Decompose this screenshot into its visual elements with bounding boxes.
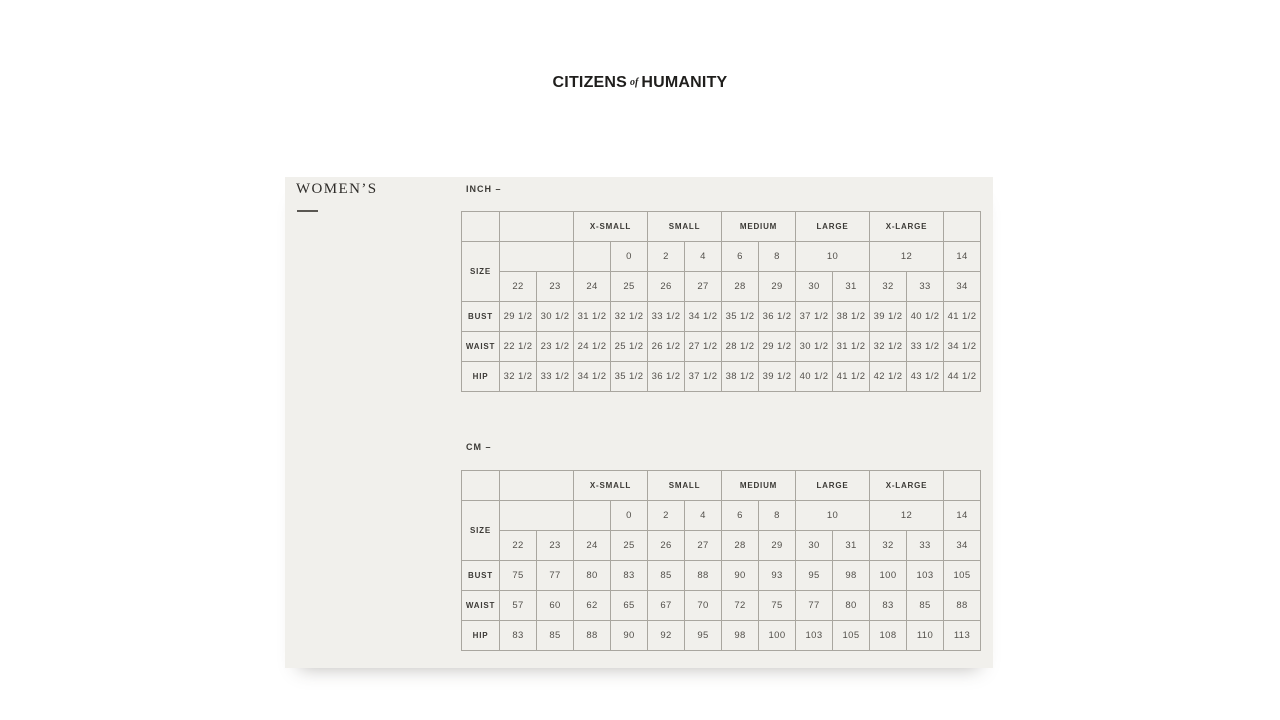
- group-header-large: LARGE: [796, 212, 870, 242]
- measure-label-hip: HIP: [462, 362, 500, 392]
- measure-cell: 98: [722, 621, 759, 651]
- measure-cell: 32 1/2: [500, 362, 537, 392]
- group-header-large: LARGE: [796, 471, 870, 501]
- measure-label-hip: HIP: [462, 621, 500, 651]
- measure-cell: 113: [944, 621, 981, 651]
- alpha-size-row: [462, 501, 981, 531]
- measure-label-bust: BUST: [462, 302, 500, 332]
- measure-cell: 88: [685, 561, 722, 591]
- measure-cell: 85: [537, 621, 574, 651]
- inch-size-table: [461, 211, 981, 392]
- measure-cell: 95: [685, 621, 722, 651]
- denim-size-cell: 29: [759, 272, 796, 302]
- measure-cell: 39 1/2: [759, 362, 796, 392]
- measure-cell: 72: [722, 591, 759, 621]
- denim-size-cell: 27: [685, 531, 722, 561]
- denim-size-cell: 32: [870, 531, 907, 561]
- measure-cell: 30 1/2: [796, 332, 833, 362]
- denim-size-cell: 31: [833, 272, 870, 302]
- alpha-size-cell: 6: [722, 501, 759, 531]
- group-header-row: [462, 471, 981, 501]
- denim-size-cell: 28: [722, 272, 759, 302]
- denim-size-cell: 30: [796, 272, 833, 302]
- cm-size-table: [461, 470, 981, 651]
- size-chart-panel: [285, 177, 993, 668]
- measure-row-bust: [462, 302, 981, 332]
- measure-row-waist: [462, 591, 981, 621]
- measure-cell: 57: [500, 591, 537, 621]
- measure-cell: 23 1/2: [537, 332, 574, 362]
- measure-cell: 40 1/2: [907, 302, 944, 332]
- measure-cell: 60: [537, 591, 574, 621]
- measure-cell: 40 1/2: [796, 362, 833, 392]
- measure-cell: 27 1/2: [685, 332, 722, 362]
- measure-label-waist: WAIST: [462, 591, 500, 621]
- measure-cell: 105: [944, 561, 981, 591]
- brand-logo[interactable]: [0, 74, 1280, 92]
- measure-cell: 37 1/2: [685, 362, 722, 392]
- alpha-size-cell: 4: [685, 242, 722, 272]
- measure-cell: 34 1/2: [685, 302, 722, 332]
- measure-row-hip: [462, 621, 981, 651]
- measure-row-bust: [462, 561, 981, 591]
- alpha-size-cell: 0: [611, 242, 648, 272]
- empty-cell: [574, 501, 611, 531]
- empty-cell: [574, 242, 611, 272]
- empty-cell: [500, 242, 574, 272]
- inch-unit-label: INCH –: [466, 184, 502, 194]
- denim-size-cell: 32: [870, 272, 907, 302]
- alpha-size-cell: 0: [611, 501, 648, 531]
- measure-cell: 77: [537, 561, 574, 591]
- measure-cell: 110: [907, 621, 944, 651]
- measure-cell: 32 1/2: [611, 302, 648, 332]
- alpha-size-cell: 14: [944, 501, 981, 531]
- measure-cell: 83: [500, 621, 537, 651]
- measure-cell: 83: [611, 561, 648, 591]
- denim-size-cell: 28: [722, 531, 759, 561]
- group-header-xsmall: X-SMALL: [574, 212, 648, 242]
- measure-cell: 62: [574, 591, 611, 621]
- alpha-size-cell: 2: [648, 242, 685, 272]
- measure-cell: 33 1/2: [907, 332, 944, 362]
- measure-row-waist: [462, 332, 981, 362]
- size-row-label: SIZE: [462, 501, 500, 561]
- empty-cell: [944, 212, 981, 242]
- corner-cell: [462, 471, 500, 501]
- denim-size-cell: 22: [500, 272, 537, 302]
- alpha-size-cell: 14: [944, 242, 981, 272]
- denim-size-cell: 25: [611, 272, 648, 302]
- measure-cell: 30 1/2: [537, 302, 574, 332]
- measure-cell: 36 1/2: [759, 302, 796, 332]
- alpha-size-cell: 10: [796, 242, 870, 272]
- measure-cell: 100: [759, 621, 796, 651]
- measure-row-hip: [462, 362, 981, 392]
- group-header-small: SMALL: [648, 471, 722, 501]
- alpha-size-cell: 2: [648, 501, 685, 531]
- denim-size-cell: 23: [537, 272, 574, 302]
- alpha-size-cell: 8: [759, 242, 796, 272]
- denim-size-cell: 26: [648, 272, 685, 302]
- measure-cell: 38 1/2: [722, 362, 759, 392]
- group-header-row: [462, 212, 981, 242]
- measure-cell: 37 1/2: [796, 302, 833, 332]
- alpha-size-cell: 12: [870, 242, 944, 272]
- measure-cell: 83: [870, 591, 907, 621]
- measure-cell: 103: [796, 621, 833, 651]
- measure-cell: 41 1/2: [944, 302, 981, 332]
- measure-cell: 88: [574, 621, 611, 651]
- measure-cell: 75: [759, 591, 796, 621]
- measure-cell: 90: [722, 561, 759, 591]
- denim-size-cell: 23: [537, 531, 574, 561]
- measure-cell: 103: [907, 561, 944, 591]
- measure-cell: 34 1/2: [944, 332, 981, 362]
- measure-cell: 95: [796, 561, 833, 591]
- size-row-label: SIZE: [462, 242, 500, 302]
- measure-cell: 65: [611, 591, 648, 621]
- section-title-underline: [297, 210, 318, 212]
- corner-cell: [462, 212, 500, 242]
- measure-cell: 70: [685, 591, 722, 621]
- denim-size-cell: 25: [611, 531, 648, 561]
- measure-cell: 29 1/2: [500, 302, 537, 332]
- group-header-xlarge: X-LARGE: [870, 471, 944, 501]
- measure-cell: 92: [648, 621, 685, 651]
- measure-cell: 26 1/2: [648, 332, 685, 362]
- measure-cell: 31 1/2: [574, 302, 611, 332]
- measure-cell: 98: [833, 561, 870, 591]
- cm-unit-label: CM –: [466, 442, 492, 452]
- brand-citizens: CITIZENS: [552, 74, 628, 91]
- measure-cell: 108: [870, 621, 907, 651]
- measure-cell: 33 1/2: [648, 302, 685, 332]
- denim-size-cell: 26: [648, 531, 685, 561]
- measure-cell: 22 1/2: [500, 332, 537, 362]
- alpha-size-cell: 12: [870, 501, 944, 531]
- denim-size-cell: 31: [833, 531, 870, 561]
- measure-cell: 35 1/2: [611, 362, 648, 392]
- measure-cell: 75: [500, 561, 537, 591]
- alpha-size-cell: 6: [722, 242, 759, 272]
- measure-cell: 33 1/2: [537, 362, 574, 392]
- measure-cell: 44 1/2: [944, 362, 981, 392]
- denim-size-row: [462, 272, 981, 302]
- denim-size-cell: 30: [796, 531, 833, 561]
- measure-cell: 43 1/2: [907, 362, 944, 392]
- denim-size-row: [462, 531, 981, 561]
- measure-cell: 35 1/2: [722, 302, 759, 332]
- brand-humanity: HUMANITY: [641, 74, 728, 91]
- empty-cell: [500, 471, 574, 501]
- measure-cell: 85: [907, 591, 944, 621]
- measure-cell: 28 1/2: [722, 332, 759, 362]
- measure-cell: 34 1/2: [574, 362, 611, 392]
- group-header-medium: MEDIUM: [722, 471, 796, 501]
- measure-cell: 90: [611, 621, 648, 651]
- measure-cell: 38 1/2: [833, 302, 870, 332]
- empty-cell: [500, 501, 574, 531]
- group-header-xlarge: X-LARGE: [870, 212, 944, 242]
- empty-cell: [944, 471, 981, 501]
- measure-cell: 41 1/2: [833, 362, 870, 392]
- denim-size-cell: 34: [944, 531, 981, 561]
- measure-cell: 80: [574, 561, 611, 591]
- alpha-size-cell: 10: [796, 501, 870, 531]
- alpha-size-row: [462, 242, 981, 272]
- empty-cell: [500, 212, 574, 242]
- measure-cell: 29 1/2: [759, 332, 796, 362]
- denim-size-cell: 22: [500, 531, 537, 561]
- denim-size-cell: 29: [759, 531, 796, 561]
- brand-of: of: [630, 77, 639, 88]
- measure-cell: 42 1/2: [870, 362, 907, 392]
- denim-size-cell: 33: [907, 272, 944, 302]
- denim-size-cell: 24: [574, 531, 611, 561]
- measure-cell: 25 1/2: [611, 332, 648, 362]
- measure-cell: 77: [796, 591, 833, 621]
- measure-cell: 80: [833, 591, 870, 621]
- denim-size-cell: 33: [907, 531, 944, 561]
- measure-cell: 67: [648, 591, 685, 621]
- measure-cell: 100: [870, 561, 907, 591]
- denim-size-cell: 24: [574, 272, 611, 302]
- measure-cell: 36 1/2: [648, 362, 685, 392]
- alpha-size-cell: 8: [759, 501, 796, 531]
- denim-size-cell: 34: [944, 272, 981, 302]
- group-header-medium: MEDIUM: [722, 212, 796, 242]
- measure-cell: 32 1/2: [870, 332, 907, 362]
- measure-label-bust: BUST: [462, 561, 500, 591]
- measure-cell: 85: [648, 561, 685, 591]
- group-header-xsmall: X-SMALL: [574, 471, 648, 501]
- measure-cell: 88: [944, 591, 981, 621]
- section-title-womens: WOMEN’S: [296, 181, 378, 197]
- group-header-small: SMALL: [648, 212, 722, 242]
- measure-cell: 105: [833, 621, 870, 651]
- measure-label-waist: WAIST: [462, 332, 500, 362]
- measure-cell: 39 1/2: [870, 302, 907, 332]
- measure-cell: 24 1/2: [574, 332, 611, 362]
- alpha-size-cell: 4: [685, 501, 722, 531]
- denim-size-cell: 27: [685, 272, 722, 302]
- measure-cell: 31 1/2: [833, 332, 870, 362]
- measure-cell: 93: [759, 561, 796, 591]
